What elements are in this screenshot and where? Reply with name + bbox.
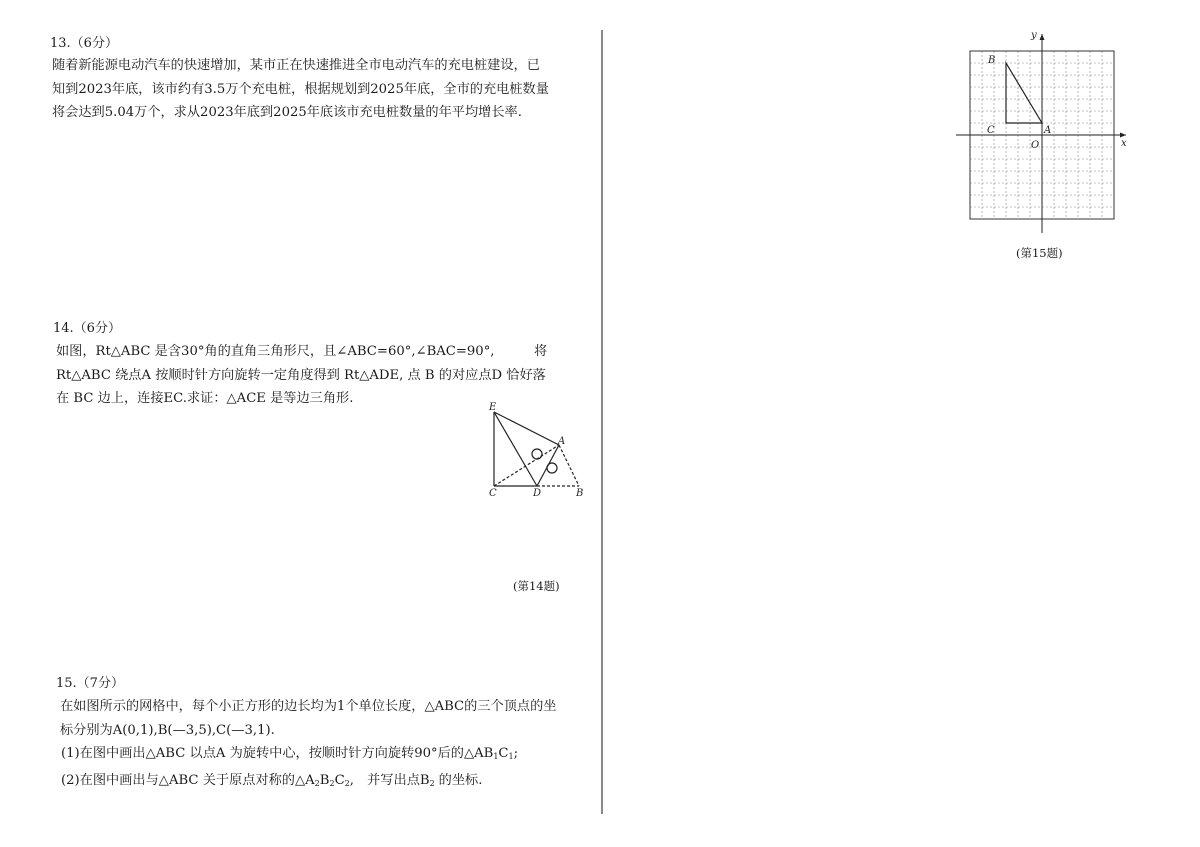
q13-line-1: 随着新能源电动汽车的快速增加，某市正在快速推进全市电动汽车的充电桩建设，已 — [52, 58, 540, 73]
edge-ca-dashed — [494, 445, 559, 486]
q14-header: 14.（6分） — [53, 321, 121, 336]
q14-body — [56, 340, 547, 411]
q15-part-2 — [61, 769, 556, 796]
label-b: B — [988, 55, 996, 66]
q15-body — [60, 695, 556, 795]
q15-caption: (第15题) — [1016, 246, 1063, 260]
q13-header: 13.（6分） — [50, 36, 118, 51]
label-d: D — [533, 488, 542, 499]
label-y: y — [1031, 30, 1037, 41]
angle-mark-1 — [532, 449, 542, 459]
q15-part-1-sub-2: 1 — [508, 752, 514, 761]
label-a: A — [558, 436, 566, 447]
label-c: C — [987, 125, 995, 136]
q14-line-2: Rt△ABC 绕点A 按顺时针方向旋转一定角度得到 Rt△ADE, 点 B 的对应点D 恰好落 — [56, 367, 546, 383]
triangle-abc — [1006, 63, 1042, 123]
edge-ab-dashed — [559, 445, 579, 486]
label-x: x — [1121, 138, 1127, 149]
label-b: B — [576, 488, 584, 499]
q15-part-2-sub-1: 2 — [314, 778, 320, 788]
q15-part-2-end: 的坐标. — [438, 772, 483, 788]
q15-part-1-c: C — [498, 746, 509, 761]
y-axis-arrow — [1040, 34, 1045, 40]
q15-part-2-text: (2)在图中画出与△ABC 关于原点对称的△A — [61, 772, 315, 788]
q15-part-2-mid: , 并写出点B — [349, 772, 430, 788]
label-o: O — [1031, 140, 1040, 151]
q15-line-1: 在如图所示的网格中，每个小正方形的边长均为1个单位长度，△ABC的三个顶点的坐 — [60, 699, 557, 714]
q15-part-2-b: B — [319, 772, 330, 788]
q15-part-2-sub-3: 2 — [344, 778, 350, 788]
q14-caption: (第14题) — [513, 579, 560, 593]
q15-grid-figure — [950, 26, 1135, 236]
q13-line-2: 知到2023年底，该市约有3.5万个充电桩，根据规划到2025年底，全市的充电桩数量 — [52, 81, 549, 97]
q13-line-3: 将会达到5.04万个，求从2023年底到2025年底该市充电桩数量的年平均增长率. — [52, 105, 522, 120]
q15-header: 15.（7分） — [56, 676, 124, 691]
q15-part-1 — [61, 742, 556, 769]
q15-part-2-sub-2: 2 — [329, 778, 335, 788]
label-a: A — [1044, 125, 1052, 136]
label-e: E — [489, 402, 497, 413]
q14-line-1: 如图，Rt△ABC 是含30°角的直角三角形尺，且∠ABC=60°,∠BAC=90°, 将 — [56, 344, 548, 359]
q15-line-2: 标分别为A(0,1),B(—3,5),C(—3,1). — [60, 722, 275, 738]
q15-part-1-text: (1)在图中画出△ABC 以点A 为旋转中心，按顺时针方向旋转90°后的△AB — [61, 746, 494, 761]
q15-part-2-c: C — [334, 772, 345, 788]
q15-part-1-end: ; — [513, 746, 519, 761]
x-axis-arrow — [1120, 133, 1126, 138]
label-c: C — [489, 488, 497, 499]
angle-mark-2 — [547, 463, 557, 473]
q13-body — [52, 54, 549, 125]
q14-line-3: 在 BC 边上，连接EC.求证：△ACE 是等边三角形. — [56, 391, 354, 406]
q15-part-2-sub-4: 2 — [429, 778, 435, 788]
q15-part-1-sub-1: 1 — [493, 752, 499, 761]
q14-triangle-figure — [484, 400, 594, 502]
column-divider — [601, 30, 603, 814]
